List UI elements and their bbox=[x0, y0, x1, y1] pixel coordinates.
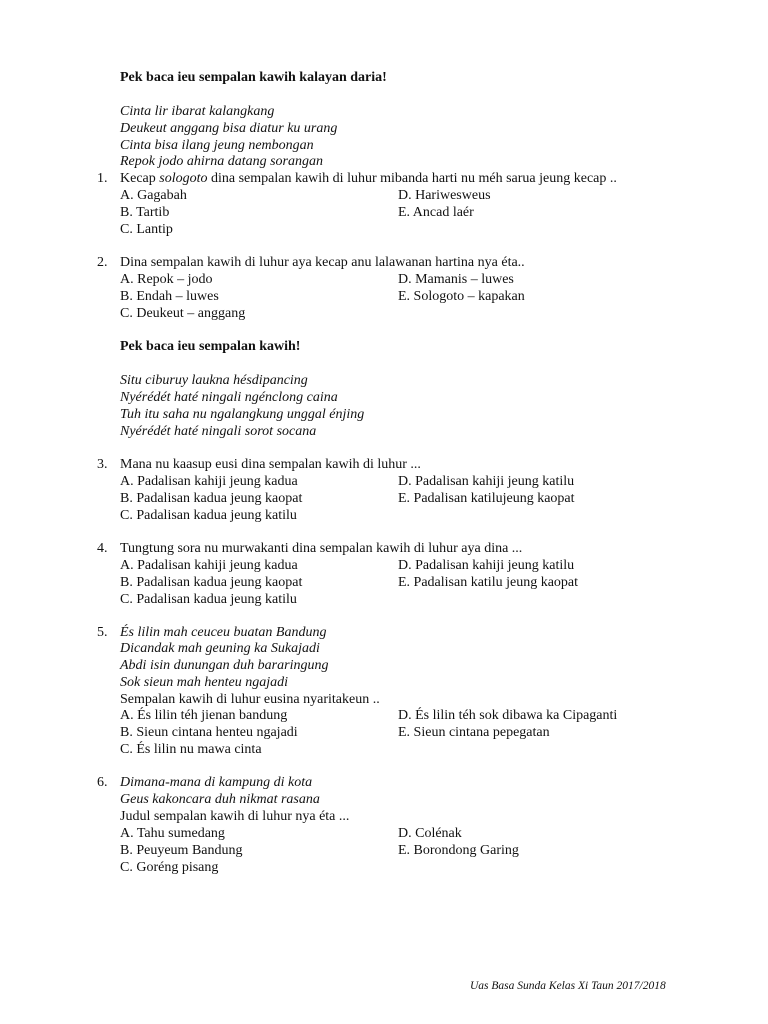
q4-number: 4. bbox=[97, 541, 108, 556]
q5-option-c: C. És lilin nu mawa cinta bbox=[120, 742, 262, 757]
q5-poem-line-1: És lilin mah ceuceu buatan Bandung bbox=[120, 625, 327, 640]
q3-option-e: E. Padalisan katilujeung kaopat bbox=[398, 491, 575, 506]
q4-option-d: D. Padalisan kahiji jeung katilu bbox=[398, 558, 575, 573]
page-footer: Uas Basa Sunda Kelas Xi Taun 2017/2018 bbox=[470, 980, 666, 992]
q2-text: Dina sempalan kawih di luhur aya kecap anu lalawanan hartina nya éta.. bbox=[120, 255, 525, 270]
q1-text-pre: Kecap bbox=[120, 171, 160, 186]
q1-option-b: B. Tartib bbox=[120, 205, 170, 220]
q1-text-italic: sologoto bbox=[159, 171, 208, 186]
q6-text: Judul sempalan kawih di luhur nya éta ... bbox=[120, 809, 350, 824]
instruction-2: Pek baca ieu sempalan kawih! bbox=[120, 339, 301, 354]
q3-text: Mana nu kaasup eusi dina sempalan kawih di luhur ... bbox=[120, 457, 421, 472]
q3-option-d: D. Padalisan kahiji jeung katilu bbox=[398, 474, 575, 489]
q2-option-b: B. Endah – luwes bbox=[120, 289, 219, 304]
q5-poem-line-3: Abdi isin dunungan duh bararingung bbox=[120, 658, 329, 673]
q6-option-e: E. Borondong Garing bbox=[398, 843, 519, 858]
q4-option-e: E. Padalisan katilu jeung kaopat bbox=[398, 575, 579, 590]
q1-option-a: A. Gagabah bbox=[120, 188, 187, 203]
poem-1-line-4: Repok jodo ahirna datang sorangan bbox=[120, 154, 323, 169]
q3-option-b: B. Padalisan kadua jeung kaopat bbox=[120, 491, 303, 506]
q1-number: 1. bbox=[97, 171, 108, 186]
q5-poem-line-2: Dicandak mah geuning ka Sukajadi bbox=[120, 641, 320, 656]
q4-option-a: A. Padalisan kahiji jeung kadua bbox=[120, 558, 298, 573]
q1-text bbox=[120, 170, 617, 187]
q2-option-e: E. Sologoto – kapakan bbox=[398, 289, 525, 304]
q2-option-c: C. Deukeut – anggang bbox=[120, 306, 246, 321]
poem-2-line-2: Nyérédét haté ningali ngénclong caina bbox=[120, 390, 338, 405]
q2-number: 2. bbox=[97, 255, 108, 270]
q6-number: 6. bbox=[97, 775, 108, 790]
q1-option-d: D. Hariwesweus bbox=[398, 188, 491, 203]
q4-text: Tungtung sora nu murwakanti dina sempalan kawih di luhur aya dina ... bbox=[120, 541, 523, 556]
q5-option-e: E. Sieun cintana pepegatan bbox=[398, 725, 550, 740]
q2-option-a: A. Repok – jodo bbox=[120, 272, 213, 287]
q4-option-b: B. Padalisan kadua jeung kaopat bbox=[120, 575, 303, 590]
q6-option-b: B. Peuyeum Bandung bbox=[120, 843, 243, 858]
q5-option-a: A. És lilin téh jienan bandung bbox=[120, 708, 288, 723]
q5-number: 5. bbox=[97, 625, 108, 640]
q3-number: 3. bbox=[97, 457, 108, 472]
poem-1-line-1: Cinta lir ibarat kalangkang bbox=[120, 104, 275, 119]
q1-option-e: E. Ancad laér bbox=[398, 205, 474, 220]
poem-1-line-2: Deukeut anggang bisa diatur ku urang bbox=[120, 121, 338, 136]
q3-option-c: C. Padalisan kadua jeung katilu bbox=[120, 508, 297, 523]
q5-option-b: B. Sieun cintana henteu ngajadi bbox=[120, 725, 298, 740]
q2-option-d: D. Mamanis – luwes bbox=[398, 272, 514, 287]
instruction-1: Pek baca ieu sempalan kawih kalayan daria! bbox=[120, 70, 387, 85]
poem-2-line-3: Tuh itu saha nu ngalangkung unggal énjing bbox=[120, 407, 365, 422]
q6-option-c: C. Goréng pisang bbox=[120, 860, 219, 875]
q6-option-a: A. Tahu sumedang bbox=[120, 826, 225, 841]
q1-option-c: C. Lantip bbox=[120, 222, 173, 237]
q1-text-post: dina sempalan kawih di luhur mibanda harti nu méh sarua jeung kecap .. bbox=[207, 171, 617, 186]
poem-2-line-4: Nyérédét haté ningali sorot socana bbox=[120, 424, 317, 439]
q6-poem-line-2: Geus kakoncara duh nikmat rasana bbox=[120, 792, 320, 807]
q6-option-d: D. Colénak bbox=[398, 826, 462, 841]
poem-1-line-3: Cinta bisa ilang jeung nembongan bbox=[120, 138, 314, 153]
q5-text: Sempalan kawih di luhur eusina nyaritakeun .. bbox=[120, 692, 380, 707]
q5-option-d: D. És lilin téh sok dibawa ka Cipaganti bbox=[398, 708, 618, 723]
q6-poem-line-1: Dimana-mana di kampung di kota bbox=[120, 775, 313, 790]
q4-option-c: C. Padalisan kadua jeung katilu bbox=[120, 592, 297, 607]
poem-2-line-1: Situ ciburuy laukna hésdipancing bbox=[120, 373, 308, 388]
q3-option-a: A. Padalisan kahiji jeung kadua bbox=[120, 474, 298, 489]
q5-poem-line-4: Sok sieun mah henteu ngajadi bbox=[120, 675, 288, 690]
